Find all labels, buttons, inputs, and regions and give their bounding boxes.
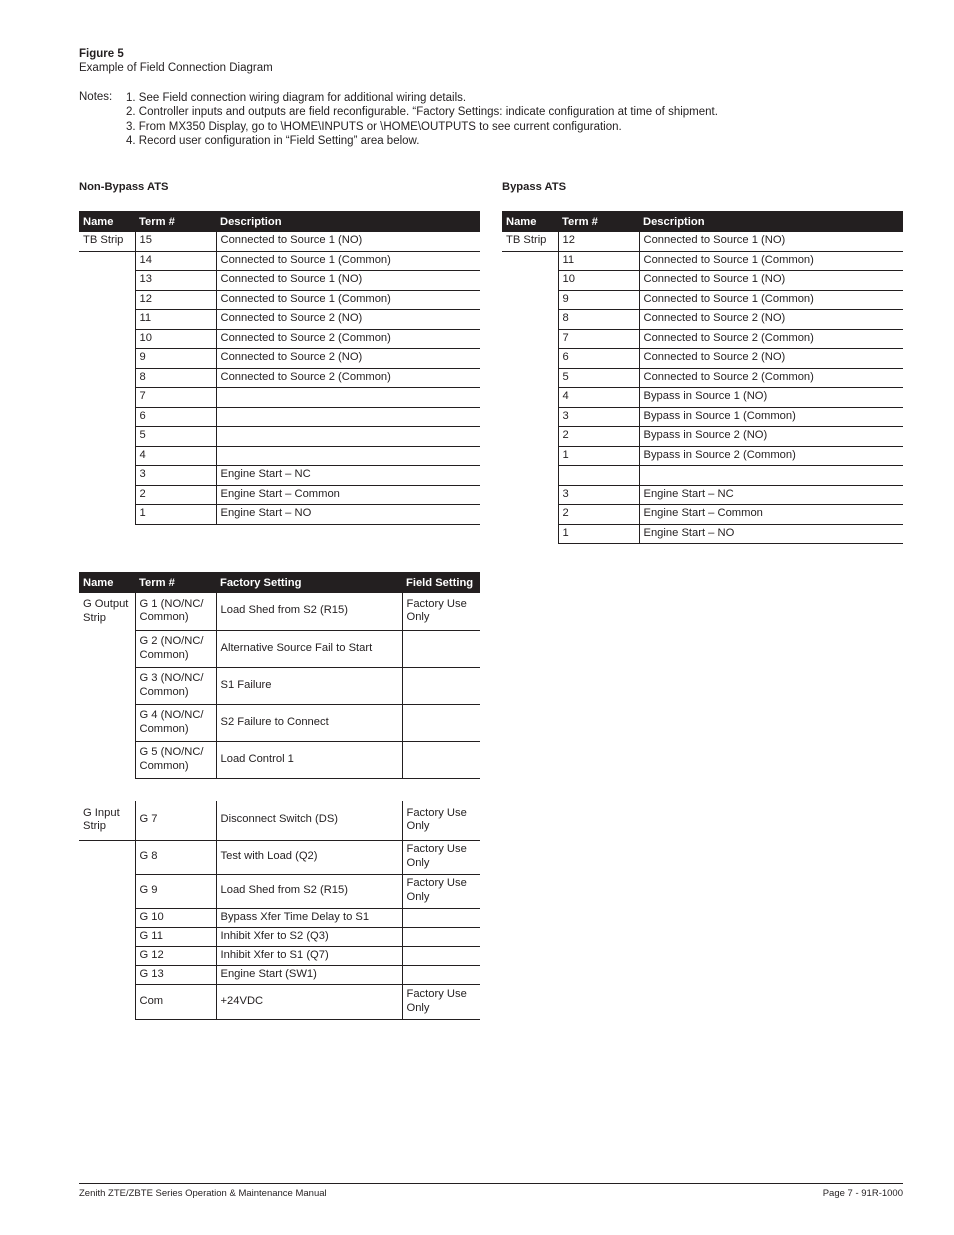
table-row — [502, 271, 903, 291]
description-cell: Connected to Source 1 (Common) — [216, 251, 480, 271]
name-cell — [79, 427, 135, 447]
table-row — [79, 801, 480, 840]
table-row — [502, 466, 903, 486]
table-row — [79, 349, 480, 369]
term-cell: G 1 (NO/NC/ Common) — [135, 593, 216, 630]
table-row — [79, 946, 480, 965]
term-cell: Com — [135, 984, 216, 1019]
description-cell: Connected to Source 2 (Common) — [639, 329, 903, 349]
description-cell: Engine Start – NC — [639, 485, 903, 505]
description-cell: S1 Failure — [216, 667, 402, 704]
description-cell: Inhibit Xfer to S2 (Q3) — [216, 927, 402, 946]
table-row — [79, 232, 480, 251]
term-cell: 1 — [135, 505, 216, 525]
name-cell — [79, 290, 135, 310]
table-row — [502, 251, 903, 271]
field-setting-cell — [402, 630, 480, 667]
figure-subtitle: Example of Field Connection Diagram — [79, 62, 273, 74]
description-cell: Bypass in Source 2 (Common) — [639, 446, 903, 466]
term-cell: G 13 — [135, 965, 216, 984]
name-cell: G Input Strip — [79, 801, 135, 840]
description-cell: Connected to Source 2 (NO) — [216, 310, 480, 330]
name-cell — [79, 667, 135, 704]
field-setting-cell — [402, 927, 480, 946]
term-cell: G 10 — [135, 908, 216, 927]
term-cell: 3 — [558, 407, 639, 427]
description-cell: Engine Start – NO — [639, 524, 903, 544]
description-cell — [216, 388, 480, 408]
note-item: 3. From MX350 Display, go to \HOME\INPUTS or \HOME\OUTPUTS to see current configuration. — [126, 120, 622, 133]
description-cell: S2 Failure to Connect — [216, 704, 402, 741]
name-cell — [502, 466, 558, 486]
table-row — [79, 908, 480, 927]
table-row — [79, 505, 480, 525]
field-setting-cell: Factory Use Only — [402, 593, 480, 630]
table-row — [79, 704, 480, 741]
field-setting-cell: Factory Use Only — [402, 840, 480, 874]
description-cell: Load Control 1 — [216, 741, 402, 778]
term-cell: G 2 (NO/NC/ Common) — [135, 630, 216, 667]
table-row — [79, 427, 480, 447]
column-header: Description — [639, 211, 903, 232]
term-cell: G 3 (NO/NC/ Common) — [135, 667, 216, 704]
term-cell: G 9 — [135, 874, 216, 908]
name-cell — [502, 446, 558, 466]
table-row — [502, 446, 903, 466]
name-cell — [79, 349, 135, 369]
table-row — [502, 232, 903, 251]
name-cell — [502, 505, 558, 525]
notes-list — [126, 91, 718, 149]
name-cell — [79, 388, 135, 408]
table-row — [79, 466, 480, 486]
name-cell — [502, 349, 558, 369]
table-row — [79, 741, 480, 778]
description-cell — [639, 466, 903, 486]
table-row — [79, 984, 480, 1019]
term-cell: 10 — [558, 271, 639, 291]
term-cell: G 7 — [135, 801, 216, 840]
term-cell: G 8 — [135, 840, 216, 874]
name-cell — [79, 965, 135, 984]
table-row — [502, 524, 903, 544]
term-cell: 1 — [558, 524, 639, 544]
name-cell — [79, 946, 135, 965]
table-row — [79, 446, 480, 466]
column-header: Name — [79, 211, 135, 232]
description-cell: Bypass in Source 2 (NO) — [639, 427, 903, 447]
note-item: 2. Controller inputs and outputs are field reconfigurable. “Factory Settings: indicate configuration at time of shipment. — [126, 106, 718, 119]
table-row — [502, 329, 903, 349]
description-cell: Connected to Source 2 (Common) — [216, 368, 480, 388]
term-cell: 2 — [135, 485, 216, 505]
description-cell: Engine Start – NC — [216, 466, 480, 486]
term-cell: 2 — [558, 505, 639, 525]
name-cell — [502, 407, 558, 427]
term-cell: 12 — [135, 290, 216, 310]
field-setting-cell — [402, 667, 480, 704]
name-cell — [79, 927, 135, 946]
table-row — [79, 874, 480, 908]
description-cell: Engine Start – Common — [639, 505, 903, 525]
table-row — [79, 593, 480, 630]
description-cell: Disconnect Switch (DS) — [216, 801, 402, 840]
column-header: Term # — [558, 211, 639, 232]
description-cell: Engine Start (SW1) — [216, 965, 402, 984]
name-cell — [79, 446, 135, 466]
table-row — [502, 368, 903, 388]
description-cell: Connected to Source 1 (Common) — [216, 290, 480, 310]
field-setting-cell — [402, 908, 480, 927]
field-setting-cell: Factory Use Only — [402, 874, 480, 908]
term-cell: 12 — [558, 232, 639, 251]
name-cell: TB Strip — [502, 232, 558, 251]
description-cell: Connected to Source 1 (NO) — [216, 271, 480, 291]
description-cell: Inhibit Xfer to S1 (Q7) — [216, 946, 402, 965]
column-header: Name — [79, 572, 135, 593]
table-row — [79, 251, 480, 271]
description-cell: Connected to Source 1 (NO) — [216, 232, 480, 251]
table-row — [502, 505, 903, 525]
term-cell: 8 — [558, 310, 639, 330]
table-row — [502, 427, 903, 447]
footer-page-number: Page 7 - 91R-1000 — [822, 1188, 903, 1199]
field-setting-cell: Factory Use Only — [402, 984, 480, 1019]
term-cell: 5 — [135, 427, 216, 447]
field-setting-cell — [402, 946, 480, 965]
column-header: Field Setting — [402, 572, 480, 593]
name-cell — [502, 290, 558, 310]
description-cell: Engine Start – Common — [216, 485, 480, 505]
name-cell — [502, 329, 558, 349]
term-cell: G 4 (NO/NC/ Common) — [135, 704, 216, 741]
name-cell — [502, 427, 558, 447]
column-header: Term # — [135, 572, 216, 593]
term-cell: 6 — [558, 349, 639, 369]
term-cell: 8 — [135, 368, 216, 388]
term-cell: 6 — [135, 407, 216, 427]
name-cell — [502, 368, 558, 388]
name-cell — [79, 630, 135, 667]
footer-divider — [79, 1183, 903, 1184]
table-row — [502, 388, 903, 408]
non-bypass-heading: Non-Bypass ATS — [79, 181, 169, 193]
description-cell: Connected to Source 1 (NO) — [639, 232, 903, 251]
bypass-heading: Bypass ATS — [502, 181, 567, 193]
table-header-row — [502, 211, 903, 232]
name-cell — [502, 524, 558, 544]
table-row — [79, 485, 480, 505]
name-cell — [79, 505, 135, 525]
term-cell: 7 — [135, 388, 216, 408]
footer-manual-title: Zenith ZTE/ZBTE Series Operation & Maintenance Manual — [79, 1188, 327, 1199]
name-cell — [79, 329, 135, 349]
table-row — [79, 840, 480, 874]
name-cell — [79, 908, 135, 927]
table-header-row — [79, 572, 480, 593]
table-row — [79, 271, 480, 291]
term-cell: G 12 — [135, 946, 216, 965]
name-cell — [79, 310, 135, 330]
name-cell — [79, 741, 135, 778]
term-cell: 9 — [135, 349, 216, 369]
description-cell: Bypass in Source 1 (Common) — [639, 407, 903, 427]
name-cell — [79, 271, 135, 291]
name-cell — [502, 388, 558, 408]
term-cell: 9 — [558, 290, 639, 310]
term-cell: 4 — [135, 446, 216, 466]
field-setting-cell — [402, 704, 480, 741]
description-cell: Connected to Source 2 (NO) — [639, 310, 903, 330]
description-cell: Connected to Source 2 (Common) — [216, 329, 480, 349]
table-row — [502, 407, 903, 427]
name-cell — [79, 466, 135, 486]
name-cell — [79, 984, 135, 1019]
table-row — [502, 290, 903, 310]
description-cell: Load Shed from S2 (R15) — [216, 874, 402, 908]
name-cell: TB Strip — [79, 232, 135, 251]
term-cell: 1 — [558, 446, 639, 466]
description-cell: Bypass Xfer Time Delay to S1 — [216, 908, 402, 927]
table-row — [79, 965, 480, 984]
term-cell: 2 — [558, 427, 639, 447]
bypass-table — [502, 211, 903, 544]
table-row — [79, 667, 480, 704]
description-cell — [216, 407, 480, 427]
description-cell — [216, 427, 480, 447]
name-cell: G Output Strip — [83, 597, 129, 624]
description-cell: Test with Load (Q2) — [216, 840, 402, 874]
name-cell — [79, 874, 135, 908]
description-cell: Engine Start – NO — [216, 505, 480, 525]
note-item: 4. Record user configuration in “Field Setting” area below. — [126, 135, 420, 148]
notes-label: Notes: — [79, 91, 113, 103]
name-cell — [79, 840, 135, 874]
table-row — [79, 630, 480, 667]
name-cell — [79, 704, 135, 741]
description-cell: Alternative Source Fail to Start — [216, 630, 402, 667]
table-row — [79, 290, 480, 310]
term-cell: 13 — [135, 271, 216, 291]
description-cell: Connected to Source 2 (NO) — [216, 349, 480, 369]
field-setting-cell — [402, 965, 480, 984]
table-row — [79, 407, 480, 427]
table-row — [502, 310, 903, 330]
output-settings-table — [79, 572, 480, 779]
name-cell — [79, 485, 135, 505]
figure-title: Figure 5 — [79, 48, 124, 60]
non-bypass-table — [79, 211, 480, 525]
name-cell — [502, 310, 558, 330]
input-settings-table — [79, 801, 480, 1020]
term-cell: 5 — [558, 368, 639, 388]
field-setting-cell — [402, 741, 480, 778]
table-row — [502, 485, 903, 505]
term-cell: 7 — [558, 329, 639, 349]
table-row — [79, 329, 480, 349]
field-setting-cell: Factory Use Only — [402, 801, 480, 840]
description-cell: Connected to Source 2 (Common) — [639, 368, 903, 388]
column-header: Name — [502, 211, 558, 232]
term-cell: 14 — [135, 251, 216, 271]
column-header: Term # — [135, 211, 216, 232]
name-cell — [79, 368, 135, 388]
table-row — [79, 368, 480, 388]
name-cell — [502, 485, 558, 505]
description-cell: Connected to Source 1 (NO) — [639, 271, 903, 291]
term-cell: 3 — [135, 466, 216, 486]
column-header: Description — [216, 211, 480, 232]
term-cell: 4 — [558, 388, 639, 408]
table-row — [79, 310, 480, 330]
column-header: Factory Setting — [216, 572, 402, 593]
table-row — [502, 349, 903, 369]
term-cell: G 5 (NO/NC/ Common) — [135, 741, 216, 778]
description-cell: Connected to Source 1 (Common) — [639, 251, 903, 271]
term-cell — [558, 466, 639, 486]
name-cell — [502, 271, 558, 291]
term-cell: 11 — [135, 310, 216, 330]
term-cell: 10 — [135, 329, 216, 349]
table-row — [79, 927, 480, 946]
name-cell — [79, 251, 135, 271]
term-cell: 15 — [135, 232, 216, 251]
description-cell: Connected to Source 1 (Common) — [639, 290, 903, 310]
term-cell: 11 — [558, 251, 639, 271]
term-cell: G 11 — [135, 927, 216, 946]
description-cell: Connected to Source 2 (NO) — [639, 349, 903, 369]
name-cell — [502, 251, 558, 271]
table-header-row — [79, 211, 480, 232]
term-cell: 3 — [558, 485, 639, 505]
description-cell: Load Shed from S2 (R15) — [216, 593, 402, 630]
description-cell: Bypass in Source 1 (NO) — [639, 388, 903, 408]
description-cell — [216, 446, 480, 466]
note-item: 1. See Field connection wiring diagram for additional wiring details. — [126, 92, 467, 104]
description-cell: +24VDC — [216, 984, 402, 1019]
table-row — [79, 388, 480, 408]
name-cell — [79, 407, 135, 427]
